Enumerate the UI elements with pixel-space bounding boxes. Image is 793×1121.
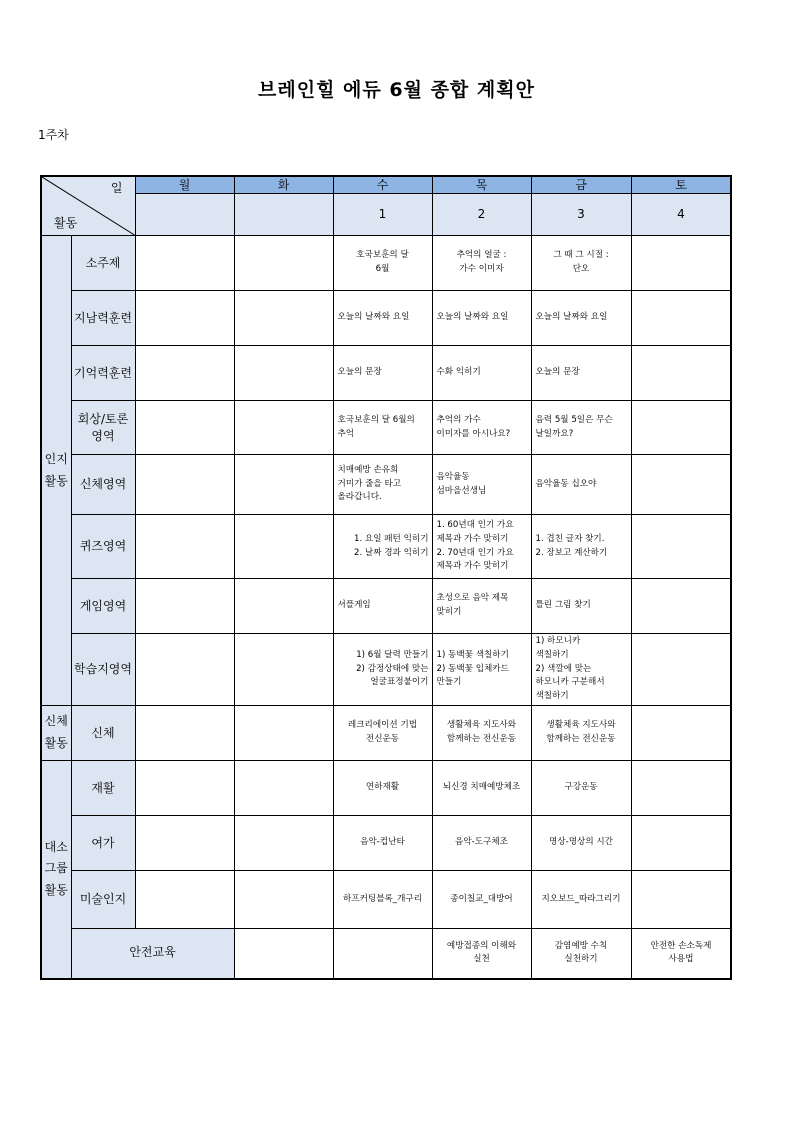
activity-cell-tue <box>234 706 333 761</box>
day-header-sat: 토 <box>631 176 731 194</box>
date-wed: 1 <box>333 194 432 236</box>
day-header-tue: 화 <box>234 176 333 194</box>
date-tue <box>234 194 333 236</box>
activity-cell-tue <box>234 761 333 816</box>
activity-cell-thu: 종이칠교_대방어 <box>432 871 531 929</box>
row-label: 여가 <box>71 816 135 871</box>
activity-cell-thu: 1. 60년대 인기 가요 제목과 가수 맞히기 2. 70년대 인기 가요 제목과 가수 맞히기 <box>432 515 531 579</box>
row-label: 기억력훈련 <box>71 346 135 401</box>
table-row <box>41 634 731 706</box>
activity-cell-wed: 치매예방 손유희 거미가 줄을 타고 올라갑니다. <box>333 455 432 515</box>
activity-cell-sat <box>631 761 731 816</box>
table-row <box>41 455 731 515</box>
activity-cell-fri: 1. 겹친 글자 찾기. 2. 장보고 계산하기 <box>531 515 631 579</box>
activity-cell-tue <box>333 929 432 979</box>
activity-cell-fri: 음력 5월 5일은 무슨 날일까요? <box>531 401 631 455</box>
corner-label-activity: 활동 <box>54 215 78 230</box>
row-label: 소주제 <box>71 236 135 291</box>
activity-cell-tue <box>234 816 333 871</box>
activity-cell-wed: 1) 6월 달력 만들기 2) 감정상태에 맞는 얼굴표정붙이기 <box>333 634 432 706</box>
activity-cell-mon <box>135 515 234 579</box>
row-label: 미술인지 <box>71 871 135 929</box>
activity-cell-thu: 추억의 가수 이미자를 아시나요? <box>432 401 531 455</box>
group-cognitive-activity: 인지 활동 <box>41 236 71 706</box>
activity-cell-mon <box>135 634 234 706</box>
activity-cell-tue <box>234 455 333 515</box>
activity-cell-thu: 음악-도구체조 <box>432 816 531 871</box>
activity-cell-fri: 오늘의 날짜와 요일 <box>531 291 631 346</box>
activity-cell-thu: 추억의 얼굴 : 가수 이미자 <box>432 236 531 291</box>
group-safety-education: 안전교육 <box>71 929 234 979</box>
activity-cell-tue <box>234 871 333 929</box>
activity-cell-mon <box>135 455 234 515</box>
activity-cell-mon <box>135 291 234 346</box>
activity-cell-sat <box>631 455 731 515</box>
group-physical-activity: 신체 활동 <box>41 706 71 761</box>
activity-cell-sat <box>631 871 731 929</box>
activity-cell-thu: 오늘의 날짜와 요일 <box>432 291 531 346</box>
activity-cell-fri: 지오보드_따라그리기 <box>531 871 631 929</box>
week-label: 1주차 <box>38 128 69 142</box>
activity-cell-tue <box>234 579 333 634</box>
row-label: 학습지영역 <box>71 634 135 706</box>
activity-cell-mon <box>135 816 234 871</box>
row-label: 지남력훈련 <box>71 291 135 346</box>
activity-cell-mon <box>135 761 234 816</box>
row-label: 게임영역 <box>71 579 135 634</box>
row-label: 회상/토론 영역 <box>71 401 135 455</box>
day-header-thu: 목 <box>432 176 531 194</box>
activity-cell-tue <box>234 401 333 455</box>
table-row <box>41 291 731 346</box>
day-header-wed: 수 <box>333 176 432 194</box>
table-row <box>41 929 731 979</box>
table-row <box>41 515 731 579</box>
activity-cell-wed: 음악-컵난타 <box>333 816 432 871</box>
table-row <box>41 401 731 455</box>
activity-cell-thu: 생활체육 지도사와 함께하는 전신운동 <box>432 706 531 761</box>
activity-cell-mon <box>135 346 234 401</box>
row-label: 신체 <box>71 706 135 761</box>
activity-cell-tue <box>234 515 333 579</box>
header-corner-cell <box>41 176 135 236</box>
row-label: 퀴즈영역 <box>71 515 135 579</box>
activity-cell-sat <box>631 515 731 579</box>
activity-cell-wed: 1. 요일 패턴 익히기 2. 날짜 경과 익히기 <box>333 515 432 579</box>
activity-cell-fri: 틀린 그림 찾기 <box>531 579 631 634</box>
activity-cell-thu: 뇌신경 치매예방체조 <box>432 761 531 816</box>
table-row <box>41 236 731 291</box>
document-title: 브레인힐 에듀 6월 종합 계획안 <box>258 79 535 101</box>
activity-cell-sat <box>631 291 731 346</box>
date-thu: 2 <box>432 194 531 236</box>
activity-cell-mon <box>135 706 234 761</box>
activity-cell-tue <box>234 291 333 346</box>
activity-cell-mon <box>135 871 234 929</box>
activity-cell-mon <box>135 401 234 455</box>
row-label: 재활 <box>71 761 135 816</box>
activity-cell-fri: 안전한 손소독제 사용법 <box>631 929 731 979</box>
date-sat: 4 <box>631 194 731 236</box>
activity-cell-thu: 초성으로 음악 제목 맞히기 <box>432 579 531 634</box>
activity-cell-tue <box>234 346 333 401</box>
activity-cell-fri: 음악율동 십오야 <box>531 455 631 515</box>
activity-cell-sat <box>631 236 731 291</box>
activity-cell-fri: 그 때 그 시절 : 단오 <box>531 236 631 291</box>
date-mon <box>135 194 234 236</box>
activity-cell-sat <box>631 346 731 401</box>
table-row <box>41 706 731 761</box>
activity-cell-thu: 음악율동 섬마을선생님 <box>432 455 531 515</box>
table-row <box>41 816 731 871</box>
day-header-fri: 금 <box>531 176 631 194</box>
activity-cell-wed: 호국보훈의 달 6월의 추억 <box>333 401 432 455</box>
activity-cell-sat <box>631 816 731 871</box>
activity-cell-sat <box>631 706 731 761</box>
activity-cell-wed: 하프커팅블록_개구리 <box>333 871 432 929</box>
activity-cell-fri: 1) 하모니카 색칠하기 2) 색깔에 맞는 하모니카 구분해서 색칠하기 <box>531 634 631 706</box>
activity-cell-fri: 오늘의 문장 <box>531 346 631 401</box>
date-fri: 3 <box>531 194 631 236</box>
activity-cell-wed: 호국보훈의 달 6월 <box>333 236 432 291</box>
activity-cell-wed: 셔플게임 <box>333 579 432 634</box>
table-row <box>41 346 731 401</box>
weekly-plan-table <box>40 175 732 980</box>
activity-cell-fri: 명상-명상의 시간 <box>531 816 631 871</box>
activity-cell-wed: 레크리에이션 기법 전신운동 <box>333 706 432 761</box>
activity-cell-fri: 구강운동 <box>531 761 631 816</box>
activity-cell-fri: 생활체육 지도사와 함께하는 전신운동 <box>531 706 631 761</box>
activity-cell-sat <box>631 579 731 634</box>
activity-cell-thu: 1) 동백꽃 색칠하기 2) 동백꽃 입체카드 만들기 <box>432 634 531 706</box>
table-row <box>41 579 731 634</box>
day-header-mon: 월 <box>135 176 234 194</box>
activity-cell-mon <box>135 579 234 634</box>
activity-cell-mon <box>234 929 333 979</box>
table-row <box>41 871 731 929</box>
group-large-group-activity: 대소 그룹 활동 <box>41 761 71 979</box>
activity-cell-mon <box>135 236 234 291</box>
corner-label-day: 일 <box>110 181 123 195</box>
table-row <box>41 761 731 816</box>
activity-cell-sat <box>631 634 731 706</box>
activity-cell-wed: 오늘의 날짜와 요일 <box>333 291 432 346</box>
activity-cell-tue <box>234 634 333 706</box>
activity-cell-thu: 수화 익히기 <box>432 346 531 401</box>
activity-cell-wed: 오늘의 문장 <box>333 346 432 401</box>
activity-cell-thu: 감염예방 수칙 실천하기 <box>531 929 631 979</box>
activity-cell-tue <box>234 236 333 291</box>
row-label: 신체영역 <box>71 455 135 515</box>
activity-cell-wed: 예방접종의 이해와 실천 <box>432 929 531 979</box>
activity-cell-sat <box>631 401 731 455</box>
activity-cell-wed: 연하재활 <box>333 761 432 816</box>
